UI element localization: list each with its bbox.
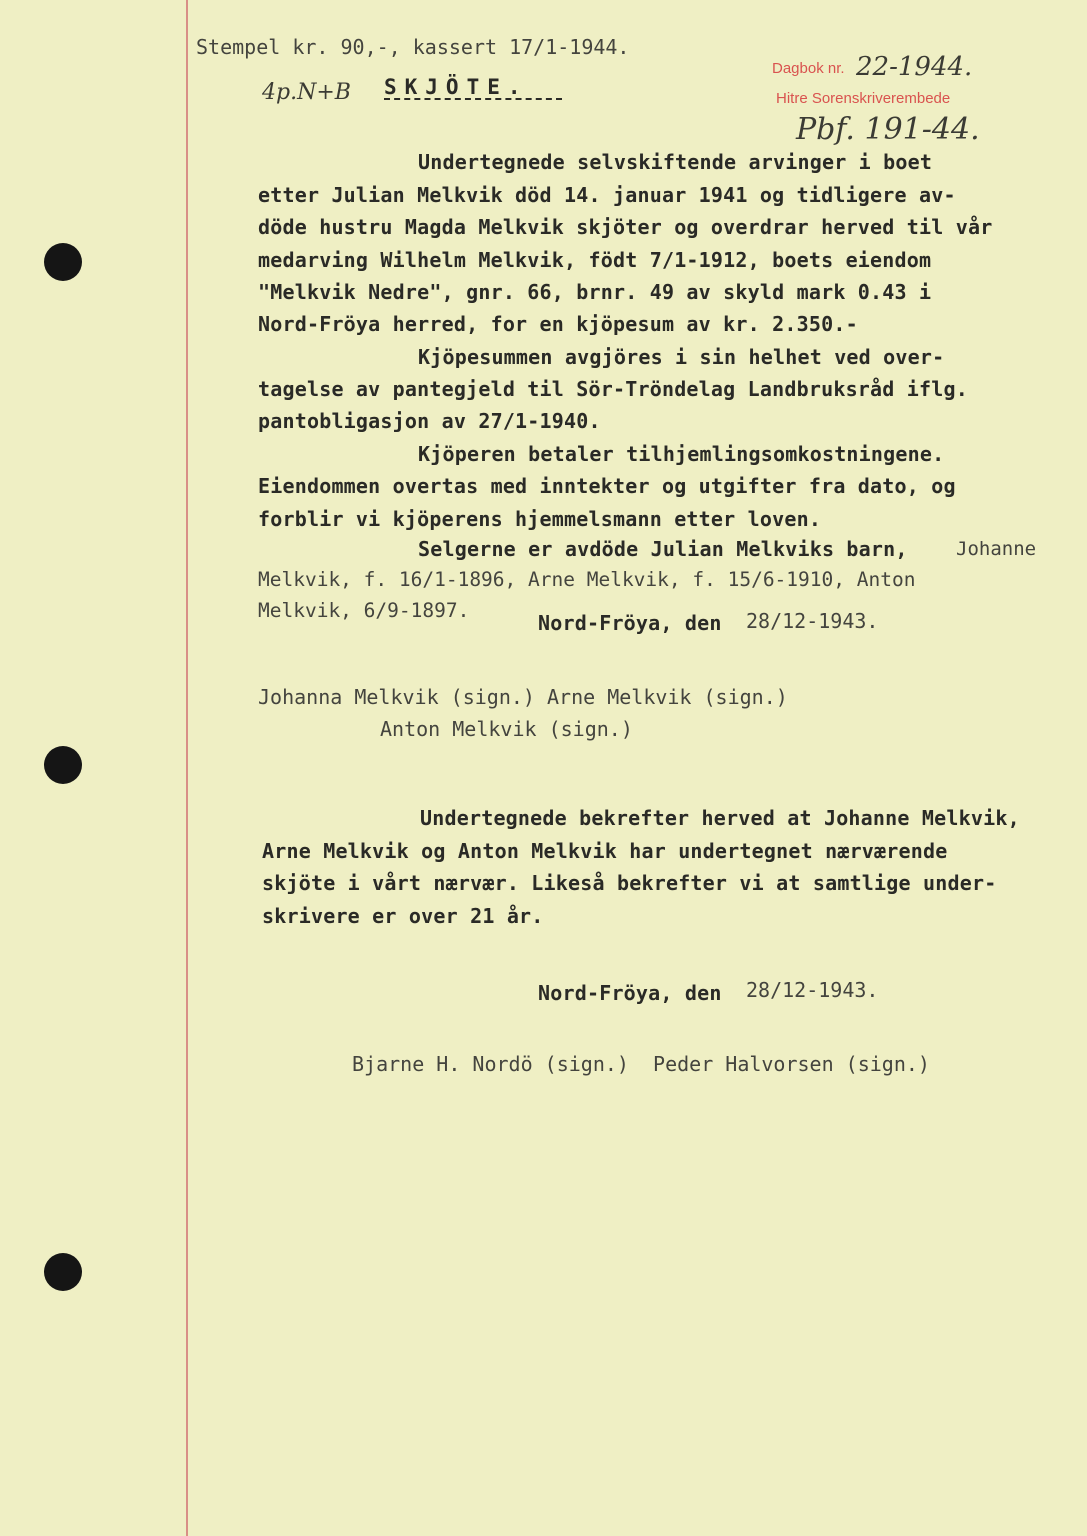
body-line: Kjöpesummen avgjöres i sin helhet ved over- — [418, 345, 945, 369]
margin-rule — [186, 0, 188, 1536]
body-line: Undertegnede bekrefter herved at Johanne Melkvik, — [420, 806, 1020, 830]
body-line: Kjöperen betaler tilhjemlingsomkostningene. — [418, 442, 945, 466]
body-line: "Melkvik Nedre", gnr. 66, brnr. 49 av skyld mark 0.43 i — [258, 280, 932, 304]
stamp-duty-line: Stempel kr. 90,-, kassert 17/1-1944. — [196, 35, 630, 59]
body-line: Arne Melkvik og Anton Melkvik har undertegnet nærværende — [262, 839, 948, 863]
body-line: tagelse av pantegjeld til Sör-Tröndelag Landbruksråd iflg. — [258, 377, 968, 401]
place-label: Nord-Fröya, den — [538, 981, 722, 1005]
body-line: Melkvik, 6/9-1897. — [258, 599, 470, 622]
punch-hole — [44, 243, 82, 281]
signature-line: Johanna Melkvik (sign.) Arne Melkvik (sign.) — [258, 685, 788, 709]
place-date: 28/12-1943. — [746, 609, 879, 633]
body-line: Johanne — [956, 538, 1037, 560]
signature-line: Bjarne H. Nordö (sign.) Peder Halvorsen (sign.) — [352, 1052, 930, 1076]
body-line: medarving Wilhelm Melkvik, födt 7/1-1912, boets eiendom — [258, 248, 932, 272]
body-line: forblir vi kjöperens hjemmelsmann etter loven. — [258, 507, 822, 531]
body-line: Undertegnede selvskiftende arvinger i boet — [418, 150, 933, 174]
punch-hole — [44, 746, 82, 784]
place-date: 28/12-1943. — [746, 978, 879, 1002]
body-line: skrivere er over 21 år. — [262, 904, 544, 928]
signature-line: Anton Melkvik (sign.) — [380, 717, 633, 741]
registry-stamp-label: Dagbok nr. — [772, 60, 845, 77]
registry-number: 22-1944. — [856, 52, 973, 82]
handwritten-reference: Pbf. 191-44. — [796, 112, 980, 147]
body-line: Eiendommen overtas med inntekter og utgifter fra dato, og — [258, 474, 956, 498]
place-label: Nord-Fröya, den — [538, 611, 722, 635]
body-line: döde hustru Magda Melkvik skjöter og overdrar herved til vår — [258, 215, 993, 239]
handwritten-note-left: 4p.N+B — [262, 80, 351, 105]
body-line: Melkvik, f. 16/1-1896, Arne Melkvik, f. 15/6-1910, Anton — [258, 568, 916, 591]
body-line: Selgerne er avdöde Julian Melkviks barn, — [418, 537, 908, 561]
registry-stamp-office: Hitre Sorenskriverembede — [776, 90, 951, 107]
body-line: Nord-Fröya herred, for en kjöpesum av kr. 2.350.- — [258, 312, 858, 336]
title-underline — [384, 98, 562, 100]
punch-hole — [44, 1253, 82, 1291]
body-line: etter Julian Melkvik död 14. januar 1941 og tidligere av- — [258, 183, 956, 207]
document-title: SKJÖTE. — [384, 75, 529, 99]
body-line: pantobligasjon av 27/1-1940. — [258, 409, 601, 433]
body-line: skjöte i vårt nærvær. Likeså bekrefter vi at samtlige under- — [262, 871, 997, 895]
